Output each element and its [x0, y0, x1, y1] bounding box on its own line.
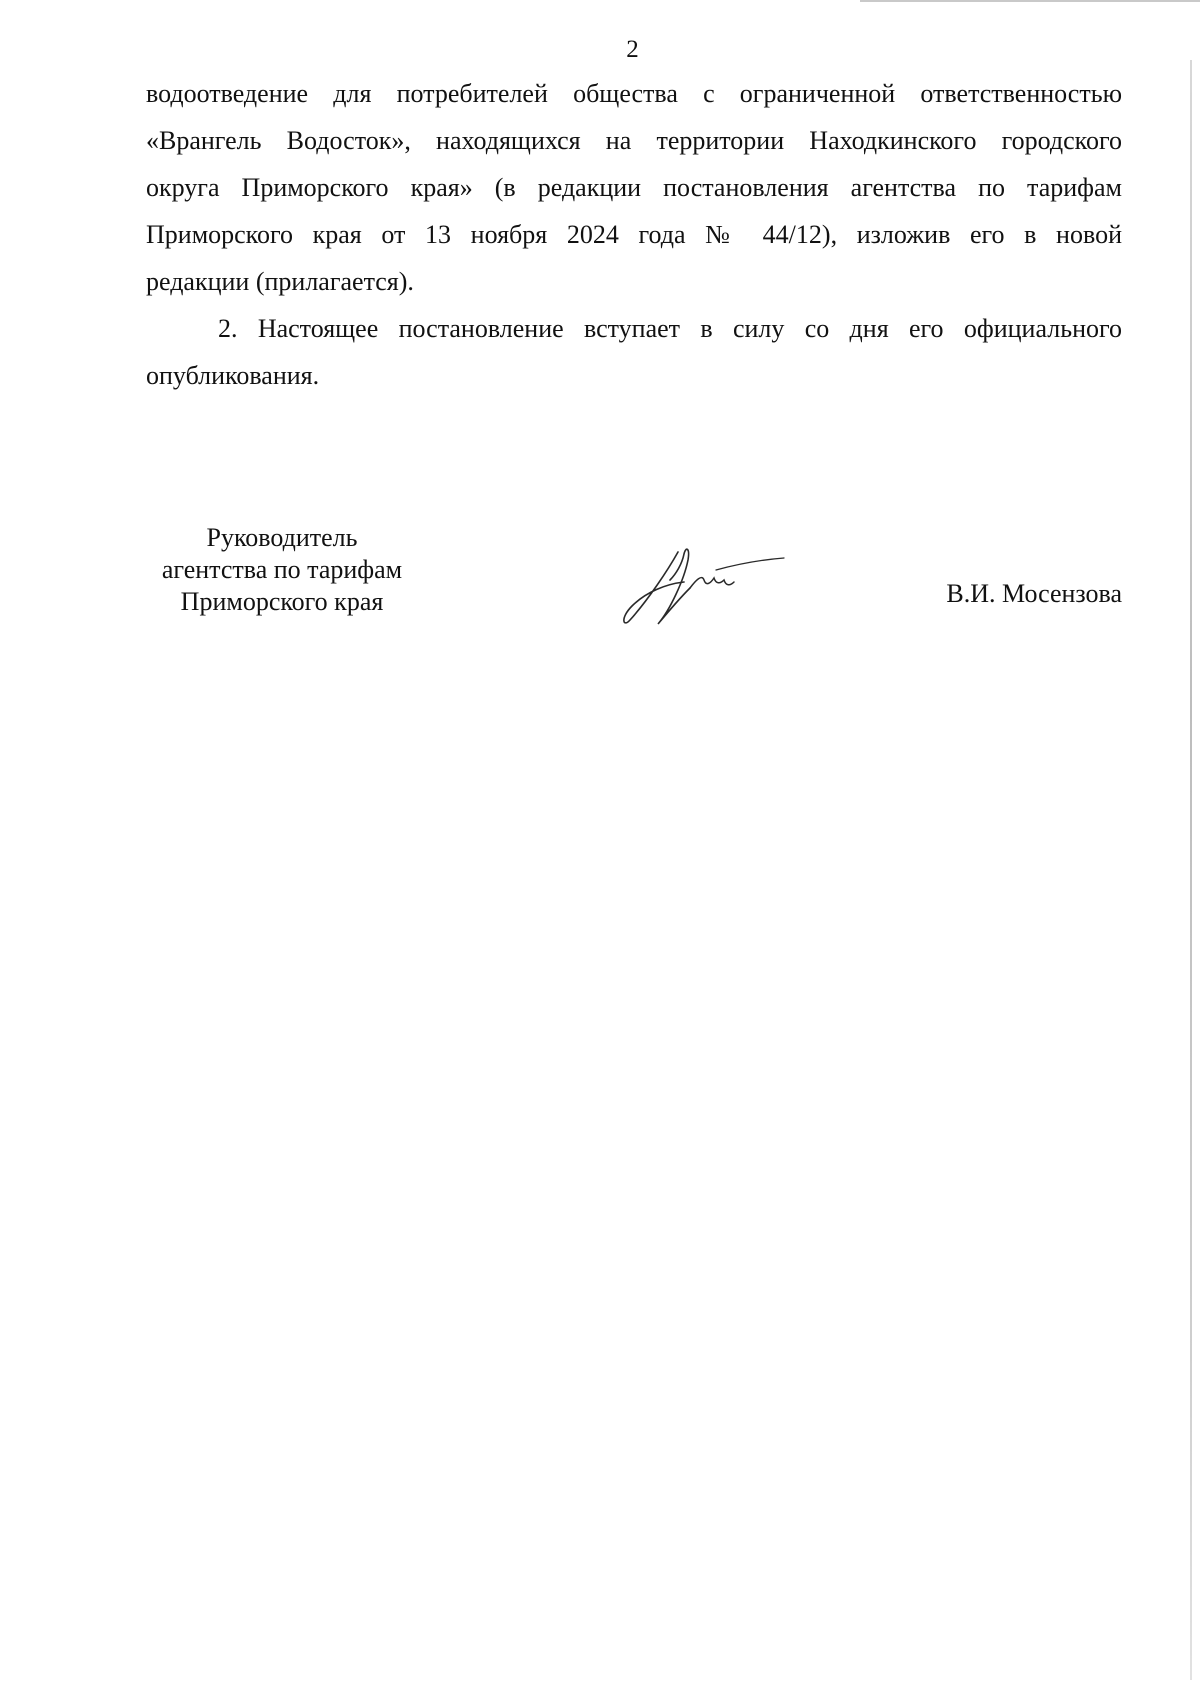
- signer-name: В.И. Мосензова: [946, 579, 1122, 608]
- body-line: редакции (прилагается).: [146, 267, 414, 296]
- scan-edge-right: [1190, 60, 1192, 1680]
- page-number: 2: [626, 36, 639, 63]
- body-line: «Врангель Водосток», находящихся на территории Находкинского городского: [146, 126, 1122, 155]
- signer-position-line: Руководитель: [206, 523, 358, 552]
- body-line: водоотведение для потребителей общества с ограниченной ответственностью: [146, 79, 1122, 108]
- signer-position: [146, 522, 418, 618]
- body-line: Приморского края от 13 ноября 2024 года № 44/12), изложив его в новой: [146, 220, 1122, 249]
- signer-position-line: агентства по тарифам: [161, 555, 403, 584]
- handwritten-signature: [618, 540, 788, 630]
- body-line: округа Приморского края» (в редакции постановления агентства по тарифам: [146, 173, 1122, 202]
- body-text: [146, 70, 1122, 399]
- signer-position-line: Приморского края: [180, 587, 384, 616]
- scan-edge-top: [860, 0, 1200, 2]
- item-2-line: 2. Настоящее постановление вступает в силу со дня его официального: [218, 314, 1122, 343]
- item-2-line: опубликования.: [146, 361, 320, 390]
